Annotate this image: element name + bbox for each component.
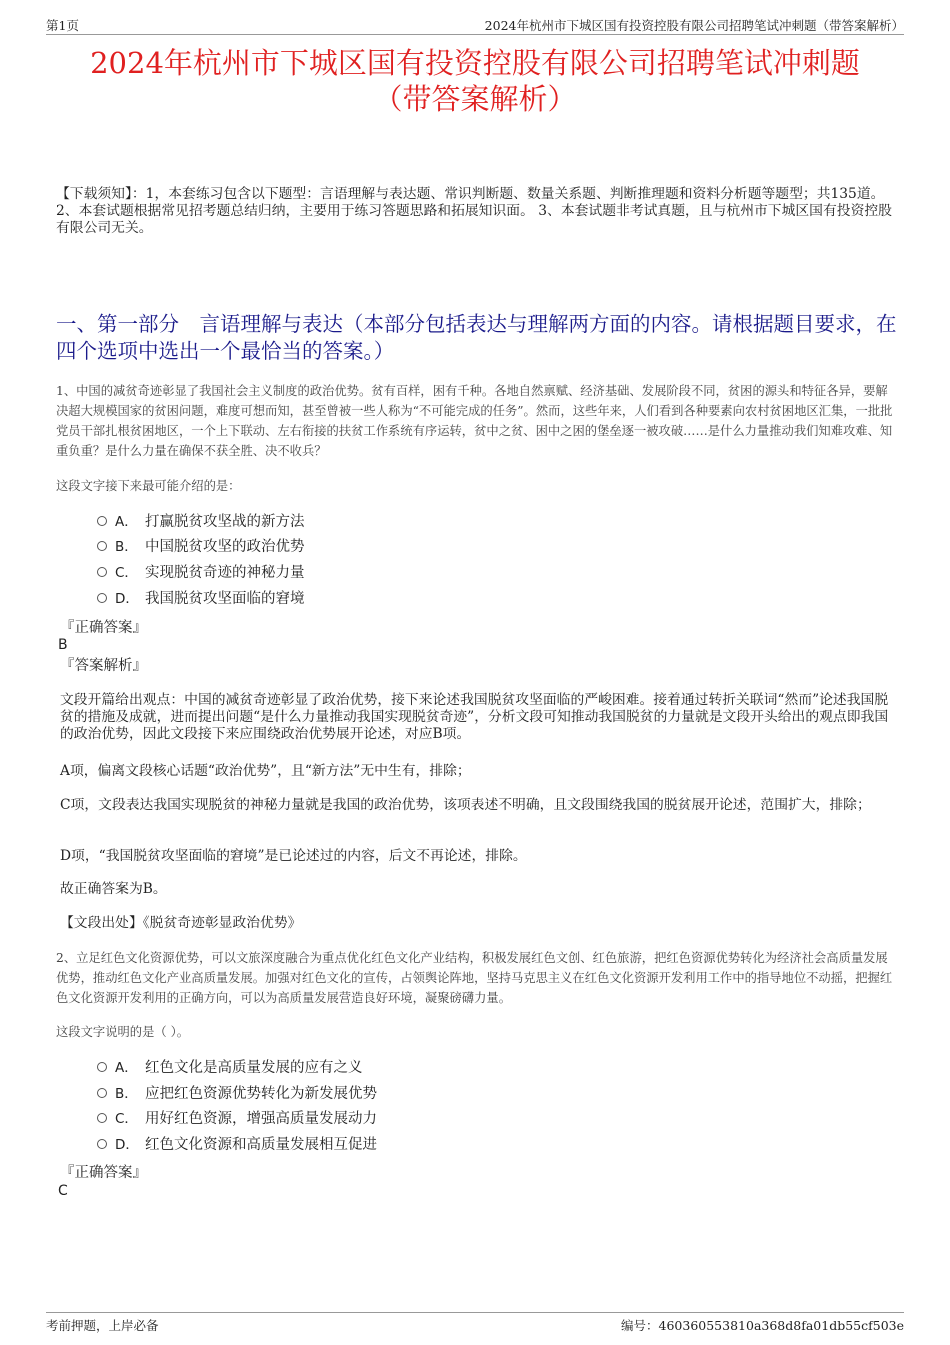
q1-answer: B	[58, 637, 68, 653]
q2-option-a[interactable]: A． 红色文化是高质量发展的应有之义	[97, 1059, 363, 1077]
q1-option-d[interactable]: D． 我国脱贫攻坚面临的窘境	[97, 590, 305, 608]
q1-analysis-para-4: D项，“我国脱贫攻坚面临的窘境”是已论述过的内容，后文不再论述，排除。	[60, 848, 527, 864]
q1-analysis-para-5: 故正确答案为B。	[60, 881, 167, 897]
page-footer	[46, 1312, 904, 1333]
radio-icon[interactable]	[97, 541, 107, 551]
radio-icon[interactable]	[97, 593, 107, 603]
section-heading: 一、第一部分 言语理解与表达（本部分包括表达与理解两方面的内容。请根据题目要求，在四个选项中选出一个最恰当的答案。）	[56, 312, 897, 363]
download-notice: 【下载须知】：1，本套练习包含以下题型：言语理解与表达题、常识判断题、数量关系题、判断推理题和资料分析题等题型；共135道。 2、本套试题根据常见招考题总结归纳，主要用于练习答题思路和拓展知识面。 3、本套试题非考试真题，且与杭州市下城区国有投资控股有限公司无关。	[56, 186, 892, 236]
question-1-text: 1、中国的减贫奇迹彰显了我国社会主义制度的政治优势。贫有百样，困有千种。各地自然禀赋、经济基础、发展阶段不同，贫困的源头和特征各异，要解决超大规模国家的贫困问题，难度可想而知，甚至曾被一些人称为“不可能完成的任务”。然而，这些年来，人们看到各种要素向农村贫困地区汇集，一批批党员干部扎根贫困地区，一个上下联动、左右衔接的扶贫工作系统有序运转，贫中之贫、困中之困的堡垒逐一被攻破……是什么力量推动我们知难攻难、知重负重？是什么力量在确保不获全胜、决不收兵？	[56, 384, 893, 458]
q2-answer: C	[58, 1183, 68, 1199]
page-header	[46, 14, 904, 35]
q1-option-a[interactable]: A． 打赢脱贫攻坚战的新方法	[97, 513, 305, 531]
q1-option-b[interactable]: B． 中国脱贫攻坚的政治优势	[97, 538, 305, 556]
doc-title-line1: 2024年杭州市下城区国有投资控股有限公司招聘笔试冲刺题	[90, 46, 860, 80]
radio-icon[interactable]	[97, 1088, 107, 1098]
q1-analysis-para-3: C项，文段表达我国实现脱贫的神秘力量就是我国的政治优势，该项表述不明确，且文段围绕我国的脱贫展开论述，范围扩大，排除；	[60, 797, 871, 813]
q1-source: 【文段出处】《脱贫奇迹彰显政治优势》	[60, 915, 302, 931]
doc-title-line2: （带答案解析）	[373, 82, 577, 116]
q1-analysis-para-1: 文段开篇给出观点：中国的减贫奇迹彰显了政治优势，接下来论述我国脱贫攻坚面临的严峻困难。接着通过转折关联词“然而”论述我国脱贫的措施及成就，进而提出问题“是什么力量推动我国实现脱贫奇迹”，分析文段可知推动我国脱贫的力量就是文段开头给出的观点即我国的政治优势，因此文段接下来应围绕政治优势展开论述，对应B项。	[60, 692, 889, 742]
q2-option-b[interactable]: B． 应把红色资源优势转化为新发展优势	[97, 1085, 377, 1103]
q2-option-d[interactable]: D． 红色文化资源和高质量发展相互促进	[97, 1136, 377, 1154]
question-2-prompt: 这段文字说明的是（ ）。	[56, 1025, 190, 1039]
q2-answer-label: 『正确答案』	[60, 1165, 147, 1181]
q2-option-c[interactable]: C． 用好红色资源，增强高质量发展动力	[97, 1110, 377, 1128]
header-doc-title: 2024年杭州市下城区国有投资控股有限公司招聘笔试冲刺题（带答案解析）	[484, 18, 904, 33]
radio-icon[interactable]	[97, 516, 107, 526]
q1-analysis-para-2: A项，偏离文段核心话题“政治优势”，且“新方法”无中生有，排除；	[60, 763, 471, 779]
q1-answer-label: 『正确答案』	[60, 620, 147, 636]
radio-icon[interactable]	[97, 567, 107, 577]
question-1-prompt: 这段文字接下来最可能介绍的是：	[56, 479, 241, 493]
footer-doc-id: 编号：460360553810a368d8fa01db55cf503e	[621, 1318, 904, 1333]
question-2-text: 2、立足红色文化资源优势，可以文旅深度融合为重点优化红色文化产业结构，积极发展红色文创、红色旅游，把红色资源优势转化为经济社会高质量发展优势，推动红色文化产业高质量发展。加强对红色文化的宣传，占领舆论阵地，坚持马克思主义在红色文化资源开发利用工作中的指导地位不动摇，把握红色文化资源开发利用的正确方向，可以为高质量发展营造良好环境，凝聚磅礴力量。	[56, 951, 893, 1005]
radio-icon[interactable]	[97, 1139, 107, 1149]
radio-icon[interactable]	[97, 1062, 107, 1072]
radio-icon[interactable]	[97, 1113, 107, 1123]
footer-slogan: 考前押题，上岸必备	[46, 1318, 159, 1333]
q1-analysis-label: 『答案解析』	[60, 658, 147, 674]
q1-option-c[interactable]: C． 实现脱贫奇迹的神秘力量	[97, 564, 305, 582]
page-number: 第1页	[46, 18, 79, 33]
